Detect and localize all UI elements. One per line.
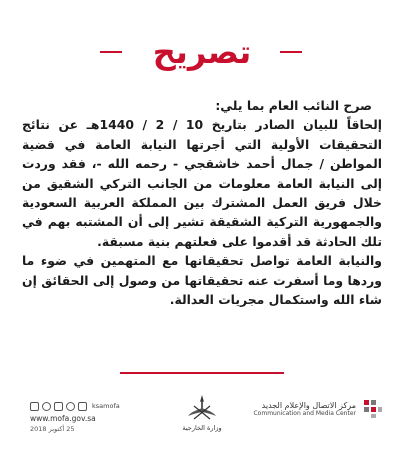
ministry-logo-text: وزارة الخارجية <box>182 424 222 432</box>
facebook-icon[interactable] <box>78 402 87 411</box>
snapchat-icon[interactable] <box>66 402 75 411</box>
statement-header <box>0 30 404 74</box>
bottom-divider <box>120 372 284 374</box>
ministry-logo <box>180 392 224 436</box>
saudi-emblem-icon <box>180 392 224 424</box>
twitter-icon[interactable] <box>30 402 39 411</box>
title-decor-line-right <box>280 51 302 53</box>
instagram-icon[interactable] <box>42 402 51 411</box>
media-center-name-ar: مركز الاتصال والإعلام الجديد <box>261 401 356 410</box>
social-icons <box>30 400 140 412</box>
footer <box>0 386 404 440</box>
media-center-name-en: Communication and Media Center <box>253 410 356 417</box>
statement-date: 25 أكتوبر 2018 <box>30 425 75 433</box>
statement-title: تصريح <box>152 33 252 71</box>
statement-body <box>22 96 382 309</box>
media-center-text <box>253 401 356 417</box>
social-handle: ksamofa <box>92 402 120 410</box>
statement-intro: صرح النائب العام بما يلي: <box>215 98 372 113</box>
website-link[interactable]: www.mofa.gov.sa <box>30 414 96 423</box>
footer-contact <box>30 400 140 433</box>
statement-paragraph-2: والنيابة العامة تواصل تحقيقاتها مع المتهمين في ضوء ما وردها وما أسفرت عنه تحقيقاتها من وصول إلى الحقائق إن شاء الله واستكمال مجريات العدالة. <box>22 253 382 308</box>
statement-paragraph-1: إلحاقاً للبيان الصادر بتاريخ 10 / 2 / 1440هـ عن نتائج التحقيقات الأولية التي أجرتها النيابة العامة في قضية المواطن / جمال أحمد خاشقجي - رحمه الله -، فقد وردت إلى النيابة العامة معلومات من الجانب التركي الشقيق من خلال فريق العمل المشترك بين المملكة العربية السعودية والجمهورية التركية الشقيقة تشير إلى أن المشتبه بهم في تلك الحادثة قد أقدموا على فعلتهم بنية مسبقة. <box>22 117 383 249</box>
media-center-brand <box>253 398 384 420</box>
media-center-logo-icon <box>362 398 384 420</box>
youtube-icon[interactable] <box>54 402 63 411</box>
